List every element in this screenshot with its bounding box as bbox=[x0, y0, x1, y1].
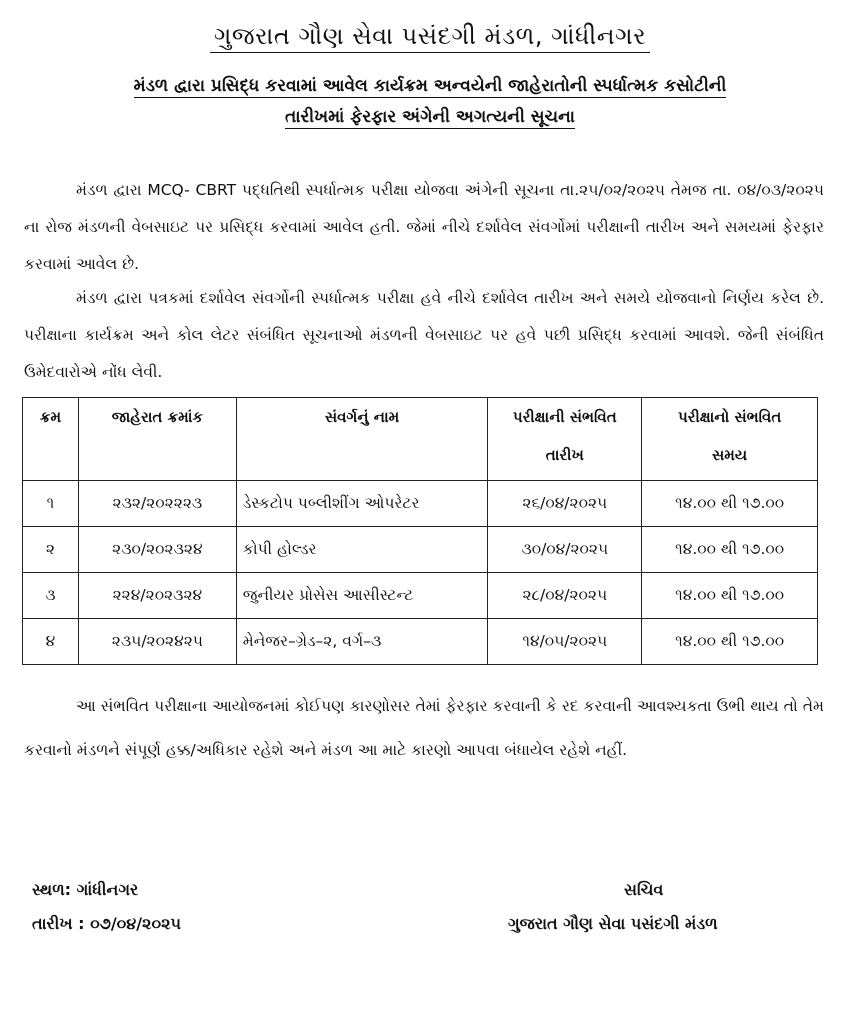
cell-exam-time: ૧૪.૦૦ થી ૧૭.૦૦ bbox=[642, 619, 818, 665]
table-header-row bbox=[23, 398, 818, 481]
footer-organization: ગુજરાત ગૌણ સેવા પસંદગી મંડળ bbox=[508, 914, 718, 933]
cell-exam-time: ૧૪.૦૦ થી ૧૭.૦૦ bbox=[642, 481, 818, 527]
table-row bbox=[23, 573, 818, 619]
cell-cadre-name: મેનેજર–ગ્રેડ–૨, વર્ગ–૩ bbox=[236, 619, 488, 665]
footer-place: સ્થળ: ગાંધીનગર bbox=[32, 880, 139, 899]
notice-subtitle-line2: તારીખમાં ફેરફાર અંગેની અગત્યની સૂચના bbox=[285, 107, 575, 127]
document-title-text: ગુજરાત ગૌણ સેવા પસંદગી મંડળ, ગાંધીનગર bbox=[210, 22, 650, 53]
document-title bbox=[0, 22, 860, 50]
footer-secretary: સચિવ bbox=[624, 880, 664, 899]
cell-exam-date: ૧૪/૦૫/૨૦૨૫ bbox=[488, 619, 642, 665]
cell-cadre-name: જુનીયર પ્રોસેસ આસીસ્ટન્ટ bbox=[236, 573, 488, 619]
cell-advertisement-no: ૨૩૫/૨૦૨૪૨૫ bbox=[78, 619, 236, 665]
paragraph-disclaimer: આ સંભવિત પરીક્ષાના આયોજનમાં કોઈપણ કારણોસર તેમાં ફેરફાર કરવાની કે રદ કરવાની આવશ્યકતા ઉભી થાય તો તેમ કરવાનો મંડળને સંપૂર્ણ હક્ક/અધિકાર રહેશે અને મંડળ આ માટે કારણો આપવા બંધાયેલ રહેશે નહીં. bbox=[24, 697, 824, 759]
footer-date: તારીખ : ૦૭/૦૪/૨૦૨૫ bbox=[32, 914, 181, 933]
cell-advertisement-no: ૨૩૦/૨૦૨૩૨૪ bbox=[78, 527, 236, 573]
cell-cadre-name: ડેસ્કટોપ પબ્લીશીંગ ઓપરેટર bbox=[236, 481, 488, 527]
table-row bbox=[23, 619, 818, 665]
header-advertisement-no: જાહેરાત ક્રમાંક bbox=[78, 398, 236, 481]
cell-serial-no: ૧ bbox=[23, 481, 79, 527]
cell-serial-no: ૨ bbox=[23, 527, 79, 573]
header-cadre-name: સંવર્ગનું નામ bbox=[236, 398, 488, 481]
header-serial-no: ક્રમ bbox=[23, 398, 79, 481]
exam-schedule-table bbox=[22, 397, 818, 665]
cell-exam-date: ૩૦/૦૪/૨૦૨૫ bbox=[488, 527, 642, 573]
table-row bbox=[23, 481, 818, 527]
paragraph-decision: મંડળ દ્વારા પત્રકમાં દર્શાવેલ સંવર્ગોની સ્પર્ધાત્મક પરીક્ષા હવે નીચે દર્શાવેલ તારીખ અને સમયે યોજવાનો નિર્ણય કરેલ છે. પરીક્ષાના કાર્યક્રમ અને કોલ લેટર સંબંધિત સૂચનાઓ મંડળની વેબસાઇટ પર હવે પછી પ્રસિદ્ધ કરવામાં આવશે. જેની સંબંધિત ઉમેદવારોએ નોંધ લેવી. bbox=[24, 289, 824, 381]
cell-advertisement-no: ૨૨૪/૨૦૨૩૨૪ bbox=[78, 573, 236, 619]
paragraph-intro: મંડળ દ્વારા MCQ- CBRT પદ્ધતિથી સ્પર્ધાત્મક પરીક્ષા યોજવા અંગેની સૂચના તા.૨૫/૦૨/૨૦૨૫ તેમજ તા. ૦૪/૦૩/૨૦૨૫ ના રોજ મંડળની વેબસાઇટ પર પ્રસિદ્ધ કરવામાં આવેલ હતી. જેમાં નીચે દર્શાવેલ સંવર્ગોમાં પરીક્ષાની તારીખ અને સમયમાં ફેરફાર કરવામાં આવેલ છે. bbox=[24, 181, 824, 273]
cell-exam-time: ૧૪.૦૦ થી ૧૭.૦૦ bbox=[642, 527, 818, 573]
cell-advertisement-no: ૨૩૨/૨૦૨૨૨૩ bbox=[78, 481, 236, 527]
cell-serial-no: ૩ bbox=[23, 573, 79, 619]
cell-exam-time: ૧૪.૦૦ થી ૧૭.૦૦ bbox=[642, 573, 818, 619]
cell-cadre-name: કોપી હોલ્ડર bbox=[236, 527, 488, 573]
cell-serial-no: ૪ bbox=[23, 619, 79, 665]
cell-exam-date: ૨૮/૦૪/૨૦૨૫ bbox=[488, 573, 642, 619]
header-exam-time: પરીક્ષાનો સંભવિત સમય bbox=[642, 398, 818, 481]
header-exam-date: પરીક્ષાની સંભવિત તારીખ bbox=[488, 398, 642, 481]
notice-subtitle-line1: મંડળ દ્વારા પ્રસિદ્ધ કરવામાં આવેલ કાર્યક્રમ અન્વયેની જાહેરાતોની સ્પર્ધાત્મક કસોટીની bbox=[133, 76, 727, 96]
table-row bbox=[23, 527, 818, 573]
cell-exam-date: ૨૬/૦૪/૨૦૨૫ bbox=[488, 481, 642, 527]
